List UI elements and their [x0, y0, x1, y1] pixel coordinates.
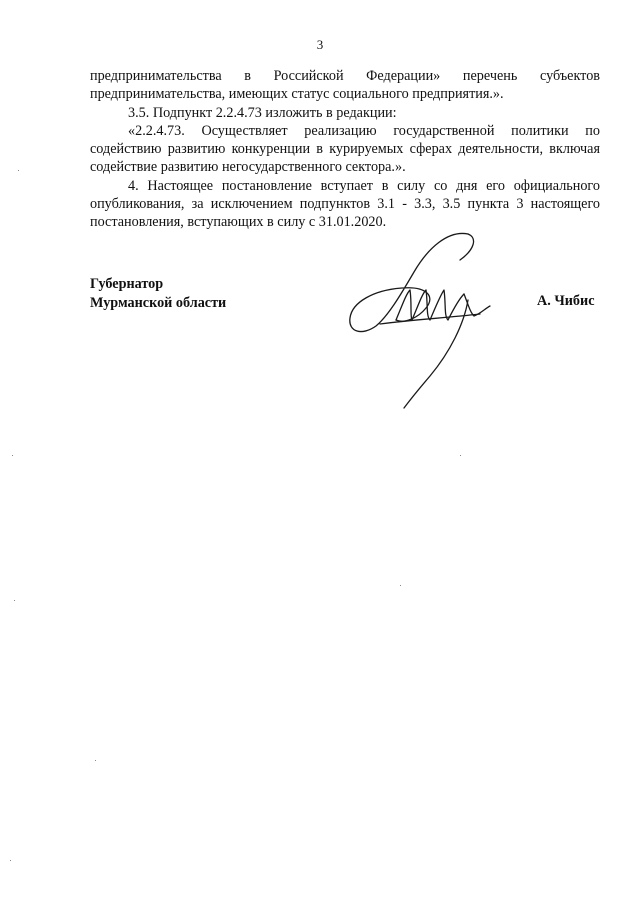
paragraph-continuation: предпринимательства в Российской Федерации» перечень субъектов предпринимательства, имеющих статус социального предприятия.». [90, 68, 600, 103]
page-number: 3 [316, 37, 324, 52]
scan-speck [400, 585, 401, 586]
signatory-region: Мурманской области [90, 294, 227, 311]
signatory-title [90, 275, 226, 312]
document-body [90, 67, 600, 232]
paragraph-2-2-4-73: «2.2.4.73. Осуществляет реализацию государственной политики по содействию развитию конкуренции в курируемых сферах деятельности, включая содействие развитию негосударственного сектора.». [90, 122, 600, 176]
scan-speck [18, 170, 19, 171]
scan-speck [95, 760, 96, 761]
scan-speck [14, 600, 15, 601]
handwritten-signature [340, 228, 510, 413]
paragraph-4: 4. Настоящее постановление вступает в силу со дня его официального опубликования, за исключением подпунктов 3.1 - 3.3, 3.5 пункта 3 настоящего постановления, вступающих в силу с 31.01.2020. [90, 177, 600, 231]
signatory-position: Губернатор [90, 276, 164, 292]
signatory-name: А. Чибис [537, 293, 595, 309]
paragraph-3-5: 3.5. Подпункт 2.2.4.73 изложить в редакции: [128, 104, 397, 121]
scan-speck [460, 455, 461, 456]
scan-speck [10, 860, 11, 861]
scan-speck [12, 455, 13, 456]
